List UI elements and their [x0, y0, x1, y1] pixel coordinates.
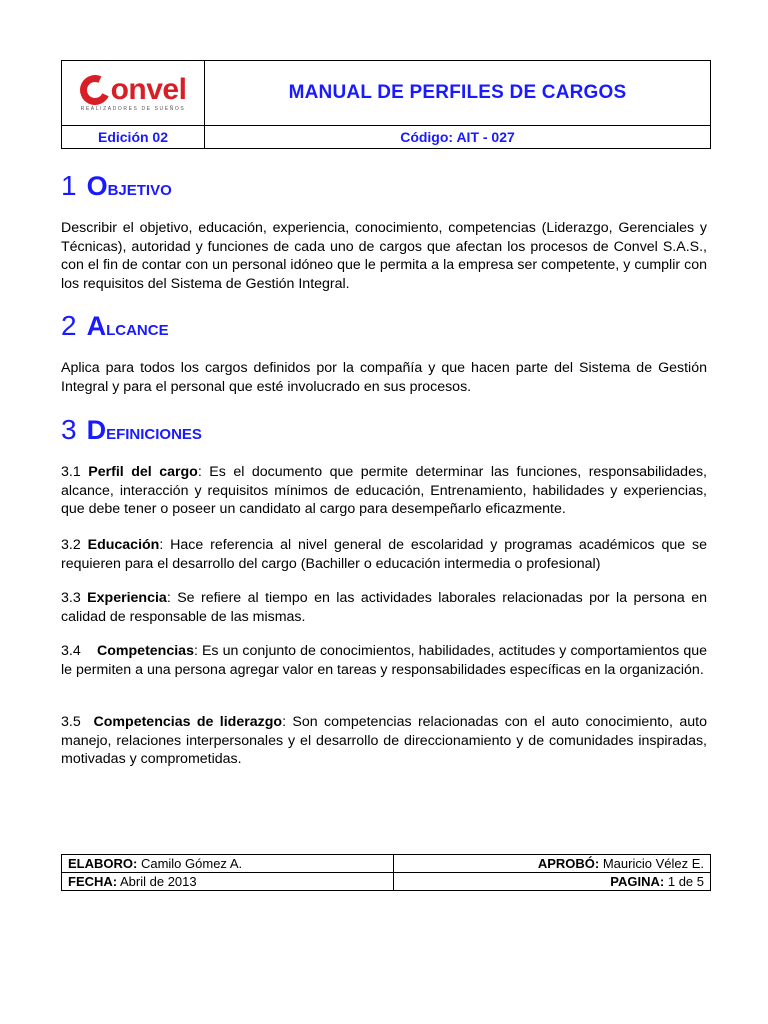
definition-term: Educación [87, 537, 160, 553]
definition-item [61, 536, 707, 573]
definition-text: : Es el documento que permite determinar las funciones, responsabilidades, alcance, interacción y requisitos mínimos de educación, Entrenamiento, habilidades y experiencias, que debe tener o poseer un candidato al cargo para desempeñarlo eficazmente. [61, 464, 707, 517]
section-number: 1 [61, 170, 77, 201]
logo-tagline: REALIZADORES DE SUEÑOS [80, 105, 186, 112]
definition-term: Competencias [96, 643, 194, 659]
aprobo-label: APROBÓ: [537, 856, 600, 871]
section-definiciones [61, 414, 707, 446]
fecha-cell [62, 873, 394, 891]
section-objetivo [61, 170, 707, 293]
section-body: Describir el objetivo, educación, experiencia, conocimiento, competencias (Liderazgo, Gerenciales y Técnicas), autoridad y funciones de cada uno de cargos que afectan los procesos de Convel S.A.S., con el fin de contar con un personal idóneo que le permita a la empresa ser competente, y cumplir con los requisitos del Sistema de Gestión Integral. [61, 220, 707, 292]
document-title: MANUAL DE PERFILES DE CARGOS [205, 61, 711, 126]
fecha-label: FECHA: [68, 874, 118, 889]
section-heading-initial: O [86, 171, 108, 201]
definition-number: 3.1 [61, 464, 81, 480]
definition-item [61, 463, 707, 519]
definition-item [61, 589, 707, 626]
pagina-value: 1 de 5 [664, 874, 704, 889]
logo-text: onvel [110, 72, 187, 106]
definition-number: 3.4 [61, 643, 81, 659]
section-heading [61, 310, 707, 342]
section-heading [61, 414, 707, 446]
document-footer [61, 854, 711, 891]
fecha-value: Abril de 2013 [117, 874, 197, 889]
aprobo-value: Mauricio Vélez E. [599, 856, 704, 871]
definition-item [61, 713, 707, 769]
definition-item [61, 642, 707, 679]
definition-number: 3.3 [61, 590, 81, 606]
pagina-cell [393, 873, 710, 891]
pagina-label: PAGINA: [610, 874, 665, 889]
definition-text: : Son competencias relacionadas con el auto conocimiento, auto manejo, relaciones interpersonales y el desarrollo de direccionamiento y de comunidades inspiradas, motivadas y comprometidas. [61, 714, 707, 767]
definition-term: Perfil del cargo [88, 464, 198, 480]
section-heading [61, 170, 707, 202]
logo-c-mark [75, 70, 113, 108]
section-alcance [61, 310, 707, 396]
definition-number: 3.5 [61, 714, 81, 730]
section-heading-initial: D [86, 415, 107, 445]
definition-text: : Es un conjunto de conocimientos, habilidades, actitudes y comportamientos que le permiten a una persona agregar valor en tareas y responsabilidades específicas en la organización. [61, 643, 707, 678]
section-heading-initial: A [86, 311, 107, 341]
logo-cell [62, 61, 205, 126]
section-heading-rest: LCANCE [106, 322, 169, 339]
aprobo-cell [393, 855, 710, 873]
elaboro-label: ELABORO: [68, 856, 138, 871]
section-number: 3 [61, 414, 77, 445]
document-header [61, 60, 711, 149]
section-number: 2 [61, 310, 77, 341]
definition-text: : Hace referencia al nivel general de escolaridad y programas académicos que se requieren para el desarrollo del cargo (Bachiller o educación intermedia o profesional) [61, 537, 707, 572]
document-code: Código: AIT - 027 [205, 126, 711, 149]
definition-number: 3.2 [61, 537, 81, 553]
edition-label: Edición 02 [62, 126, 205, 149]
elaboro-cell [62, 855, 394, 873]
elaboro-value: Camilo Gómez A. [137, 856, 243, 871]
section-body: Aplica para todos los cargos definidos por la compañía y que hacen parte del Sistema de Gestión Integral y para el personal que esté involucrado en sus procesos. [61, 360, 707, 395]
definition-term: Experiencia [87, 590, 167, 606]
convel-logo [80, 72, 187, 112]
definition-text: : Se refiere al tiempo en las actividades laborales relacionadas por la persona en calidad de responsable de las mismas. [61, 590, 707, 625]
section-heading-rest: BJETIVO [107, 182, 172, 199]
section-heading-rest: EFINICIONES [106, 426, 202, 443]
definition-term: Competencias de liderazgo [93, 714, 283, 730]
